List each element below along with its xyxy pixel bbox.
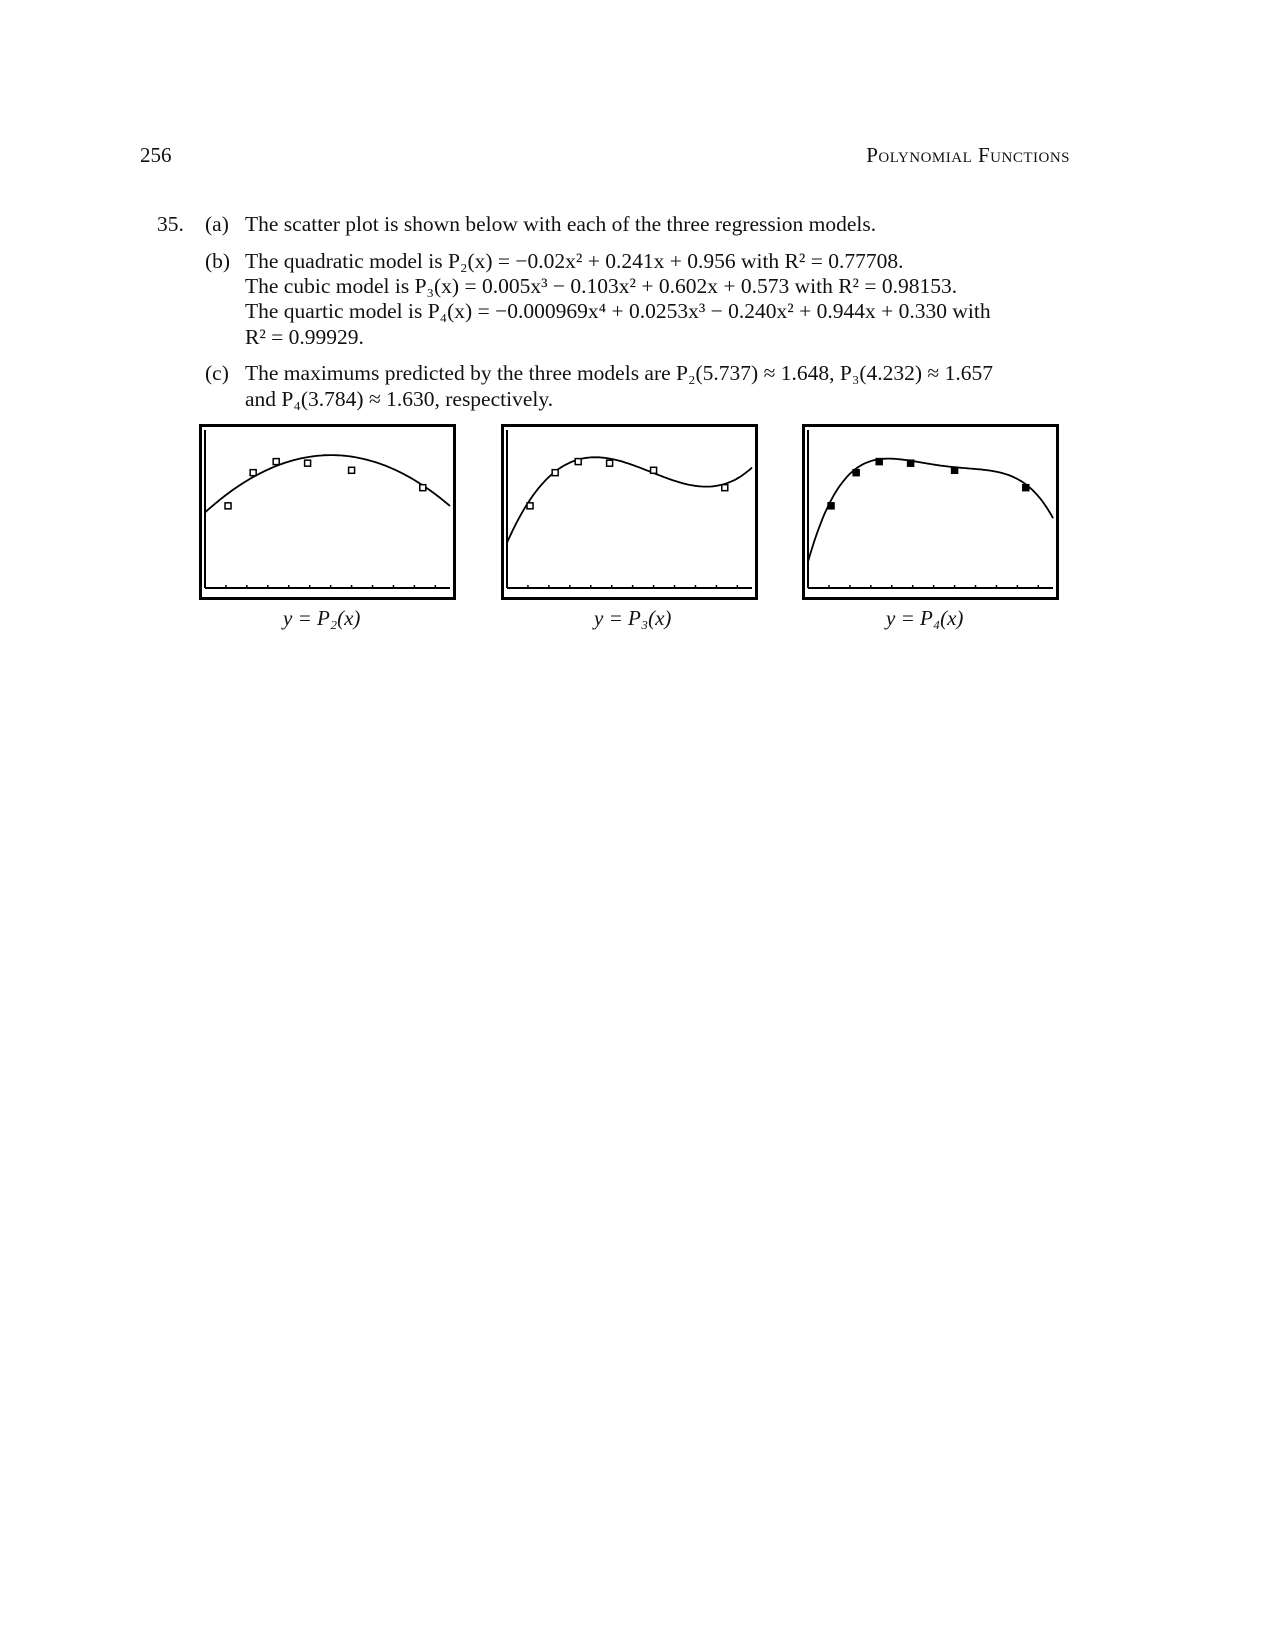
data-point — [722, 485, 728, 491]
part-a-label: (a) — [205, 212, 229, 236]
part-c-label: (c) — [205, 361, 229, 385]
data-point — [908, 460, 914, 466]
data-point — [273, 459, 279, 465]
part-b-label: (b) — [205, 249, 231, 273]
data-point — [876, 459, 882, 465]
part-a-text: The scatter plot is shown below with each of the three regression models. — [245, 212, 877, 236]
graph-quartic — [802, 424, 1059, 600]
data-point — [828, 503, 834, 509]
data-point — [225, 503, 231, 509]
quartic-r2-line: R² = 0.99929. — [245, 325, 364, 349]
graph-frame — [503, 426, 757, 599]
cubic-model-line: The cubic model is P₃(x) = 0.005x³ − 0.103x² + 0.602x + 0.573 with R² = 0.98153. — [245, 274, 958, 298]
data-point — [853, 470, 859, 476]
graph-frame — [804, 426, 1058, 599]
maximums-line-1: The maximums predicted by the three models are P₂(5.737) ≈ 1.648, P₃(4.232) ≈ 1.657 — [245, 361, 993, 385]
data-point — [651, 467, 657, 473]
graph-frame — [201, 426, 455, 599]
graph-cubic — [501, 424, 758, 600]
caption-cubic: y = P₃(x) — [594, 606, 672, 630]
page-number: 256 — [140, 143, 172, 167]
quartic-model-line: The quartic model is P₄(x) = −0.000969x⁴ + 0.0253x³ − 0.240x² + 0.944x + 0.330 with — [245, 299, 991, 323]
maximums-line-2: and P₄(3.784) ≈ 1.630, respectively. — [245, 387, 554, 411]
data-point — [1023, 485, 1029, 491]
data-point — [575, 459, 581, 465]
problem-number: 35. — [157, 212, 184, 236]
data-point — [952, 467, 958, 473]
graph-quadratic — [199, 424, 456, 600]
running-title: Polynomial Functions — [866, 143, 1070, 167]
caption-quartic: y = P₄(x) — [886, 606, 964, 630]
data-point — [552, 470, 558, 476]
data-point — [250, 470, 256, 476]
data-point — [349, 467, 355, 473]
data-point — [305, 460, 311, 466]
caption-quadratic: y = P₂(x) — [283, 606, 361, 630]
quadratic-model-line: The quadratic model is P₂(x) = −0.02x² + 0.241x + 0.956 with R² = 0.77708. — [245, 249, 904, 273]
data-point — [527, 503, 533, 509]
data-point — [607, 460, 613, 466]
data-point — [420, 485, 426, 491]
